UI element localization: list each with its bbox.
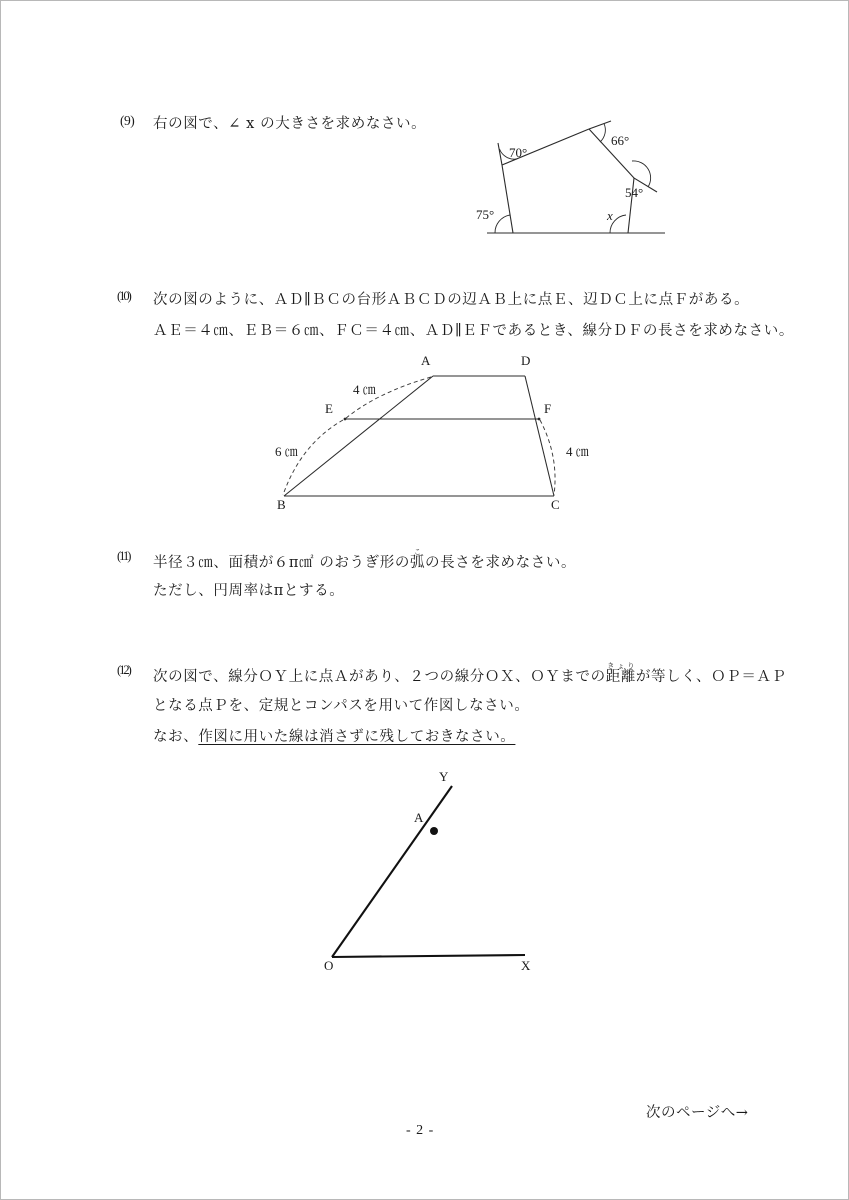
angle-label-70: 70° [509,145,528,160]
angle-figure-label-X: X [521,958,531,973]
question-11-text-line-1 [153,548,576,572]
question-11-number: (11) [117,549,130,563]
angle-label-54: 54° [625,185,644,200]
question-12-underlined-text: 作図に用いた線は消さずに残しておきなさい。 [198,729,516,745]
next-page-note: 次のページへ→ [646,1105,749,1121]
trapezoid-label-B: B [277,497,286,512]
question-10-figure [263,353,589,513]
question-12-number: (12) [117,663,130,677]
page-number: - 2 - [406,1123,435,1138]
angle-label-75: 75° [476,207,495,222]
question-11-text-part-2: の長さを求めなさい。 [425,555,577,571]
question-12-text-prefix: なお、 [153,729,199,745]
angle-figure-label-Y: Y [439,769,449,784]
ruby-reading-ko: こ [409,548,426,556]
question-11-text-line-2: ただし、円周率はπとする。 [153,583,345,599]
trapezoid-label-A: A [421,353,431,368]
question-10-text-line-2: ＡＥ＝４㎝、ＥＢ＝６㎝、ＦＣ＝４㎝、ＡＤ∥ＥＦであるとき、線分ＤＦの長さを求めなさい。 [153,323,794,339]
question-9-number: (9) [120,113,135,128]
question-9-text-line-1: 右の図で、∠ x の大きさを求めなさい。 [153,116,427,132]
ruby-base-ko: 弧 [409,555,426,571]
measure-label-AE: 4 ㎝ [353,382,376,397]
ruby-kyori [605,662,636,685]
ruby-ko [409,548,426,571]
measure-label-FC: 4 ㎝ [566,444,589,459]
trapezoid-label-D: D [521,353,531,368]
question-12-text-line-3 [153,725,515,746]
question-12-text-line-2: となる点Ｐを、定規とコンパスを用いて作図しなさい。 [153,698,530,714]
trapezoid-label-E: E [325,401,333,416]
ruby-base-kyori: 距離 [605,669,636,685]
question-11-text-part-1: 半径３㎝、面積が６π㎠ のおうぎ形の [153,555,410,571]
angle-label-x: x [607,208,613,223]
question-12-text-part-2: が等しく、ＯＰ＝ＡＰ [635,669,787,685]
measure-label-EB: 6 ㎝ [275,444,298,459]
question-9-figure [471,119,686,241]
trapezoid-label-C: C [551,497,560,512]
trapezoid-label-F: F [544,401,552,416]
question-12-text-line-1 [153,662,787,686]
question-12-text-part-1: 次の図で、線分ＯＹ上に点Ａがあり、２つの線分ＯＸ、ＯＹまでの [153,669,606,685]
angle-figure-label-O: O [324,958,334,973]
question-10-text-line-1: 次の図のように、ＡＤ∥ＢＣの台形ＡＢＣＤの辺ＡＢ上に点Ｅ、辺ＤＣ上に点Ｆがある。 [153,292,750,308]
angle-figure-label-A: A [414,810,424,825]
question-12-figure [297,769,547,973]
angle-label-66: 66° [611,133,630,148]
ruby-reading-kyori: きょり [605,662,636,670]
question-10-number: (10) [117,289,130,303]
